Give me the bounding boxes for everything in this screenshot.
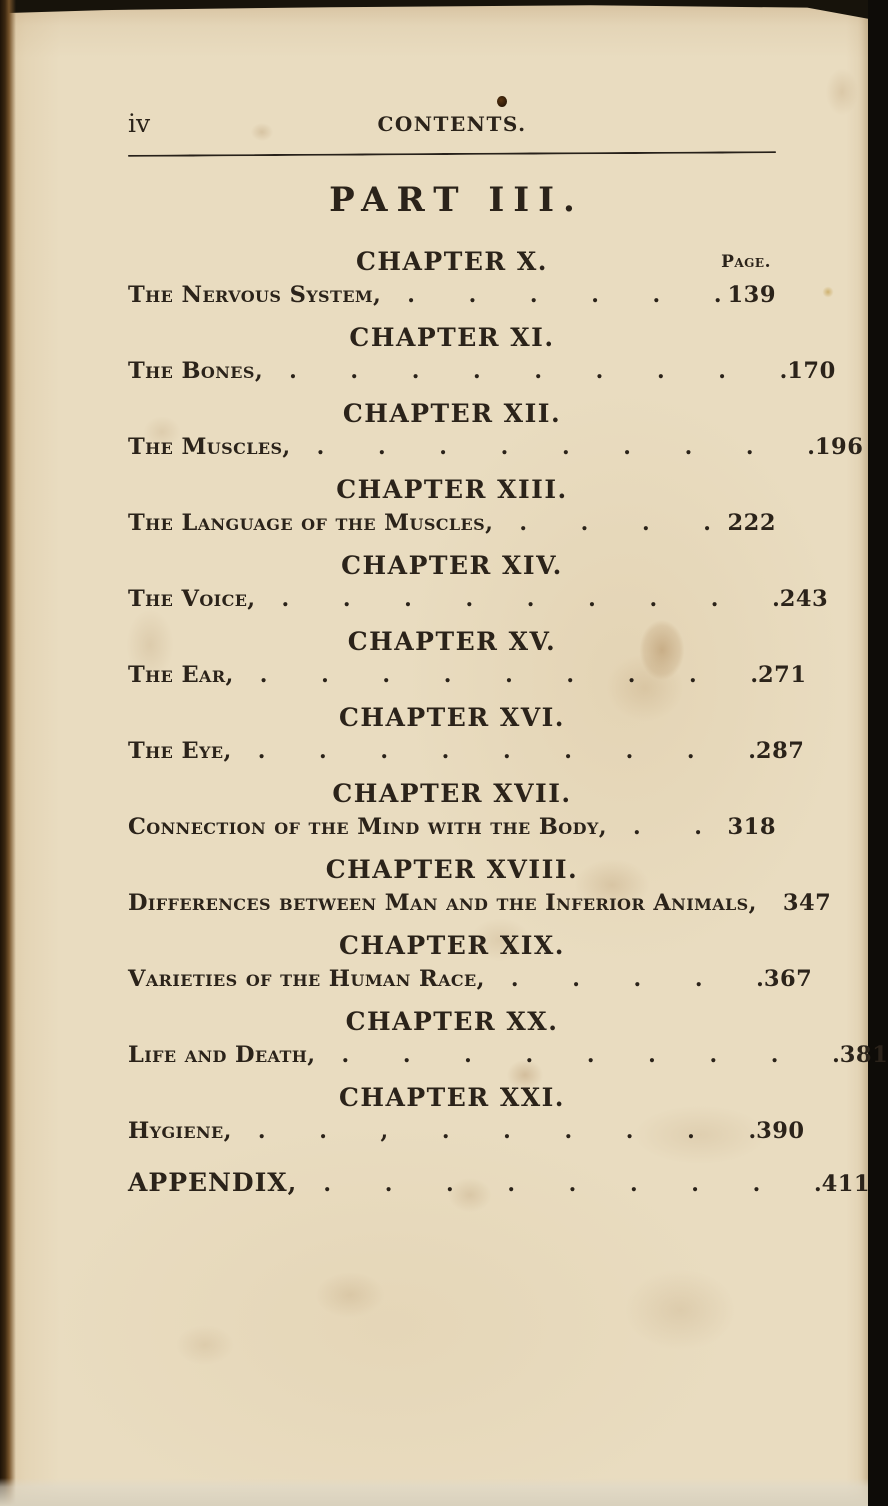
running-head: CONTENTS. (377, 112, 527, 136)
contents-page (128, 108, 888, 1199)
toc-entry (128, 1168, 871, 1199)
toc-entry (128, 1116, 805, 1146)
entry-page-number: 318 (727, 814, 776, 840)
entry-title: Connection of the Mind with the Body, (128, 814, 607, 840)
toc-entry (128, 280, 776, 310)
chapter-heading: CHAPTER XIX. (338, 931, 566, 960)
chapter-heading: CHAPTER XIV. (341, 551, 563, 580)
appendix-section (128, 1168, 871, 1199)
entry-page-number: 381 (839, 1042, 888, 1068)
toc-entry (128, 736, 805, 766)
chapter-heading: CHAPTER XVII. (332, 779, 572, 808)
entry-title: The Bones, (128, 358, 264, 384)
entry-title: Differences between Man and the Inferior Animals, (128, 890, 757, 916)
chapter-heading: CHAPTER XIII. (336, 475, 568, 504)
entry-title: The Eye, (128, 738, 232, 764)
entry-page-number: 196 (814, 434, 864, 460)
entry-title: APPENDIX, (128, 1168, 298, 1197)
page-column-label: Page. (721, 252, 771, 272)
toc-entry (128, 812, 776, 842)
toc-section (128, 779, 776, 842)
chapter-heading: CHAPTER XXI. (338, 1083, 566, 1112)
page-header (128, 108, 776, 140)
entry-title: Hygiene, (128, 1118, 232, 1144)
toc-section (128, 1083, 805, 1146)
leader-dots: . . . . (519, 510, 711, 536)
entry-page-number: 390 (756, 1118, 805, 1144)
toc-section (128, 399, 864, 462)
toc-entry (128, 356, 836, 386)
toc-section (128, 475, 776, 538)
toc-section (128, 1007, 888, 1070)
toc-section (128, 627, 807, 690)
entry-page-number: 411 (821, 1171, 871, 1197)
toc-entry (128, 432, 864, 462)
entry-title: The Muscles, (128, 434, 291, 460)
entry-page-number: 347 (782, 890, 832, 916)
leader-dots: . . . . . . . . . (341, 1042, 840, 1068)
chapter-heading: CHAPTER XVIII. (325, 855, 579, 884)
chapter-heading: CHAPTER XX. (345, 1007, 559, 1036)
chapter-heading: CHAPTER XV. (347, 627, 557, 656)
toc-entry (128, 508, 776, 538)
entry-title: The Voice, (128, 586, 256, 612)
chapter-heading: CHAPTER XII. (342, 399, 562, 428)
entry-title: The Language of the Muscles, (128, 510, 494, 536)
entry-page-number: 222 (727, 510, 776, 536)
toc-section (128, 247, 776, 310)
toc-entry (128, 584, 829, 614)
entry-page-number: 271 (758, 662, 807, 688)
leader-dots: . . . . . . . . . (259, 662, 759, 688)
chapter-heading (128, 247, 776, 277)
book-spine-edge (0, 0, 16, 1506)
entry-title: Varieties of the Human Race, (128, 966, 485, 992)
leader-dots: . . . . . . . . . (257, 738, 756, 764)
entry-page-number: 287 (755, 738, 805, 764)
leader-dots: . . . . . . . . . (289, 358, 788, 384)
toc-entry (128, 964, 813, 994)
toc-section (128, 931, 813, 994)
leader-dots: . . (632, 814, 702, 840)
leader-dots: . . . . . (510, 966, 764, 992)
ink-spot (497, 96, 507, 107)
header-rule (128, 151, 776, 157)
toc-entry (128, 660, 807, 690)
part-title: PART III. (329, 180, 584, 220)
entry-page-number: 367 (763, 966, 813, 992)
toc-entry (128, 1040, 888, 1070)
toc-section (128, 855, 832, 918)
page-number-folio: iv (128, 109, 151, 138)
toc-section (128, 551, 829, 614)
entry-page-number: 243 (779, 586, 829, 612)
leader-dots: . . , . . . . . . (257, 1118, 757, 1144)
entry-title: The Ear, (128, 662, 234, 688)
scan-edge-bottom (0, 1478, 868, 1506)
leader-dots: . . . . . . . . . (316, 434, 815, 460)
entry-title: Life and Death, (128, 1042, 316, 1068)
toc-section (128, 323, 836, 386)
entry-page-number: 170 (787, 358, 836, 384)
entry-title: The Nervous System, (128, 282, 382, 308)
toc-entry (128, 888, 832, 918)
toc-section (128, 703, 805, 766)
entry-page-number: 139 (727, 282, 776, 308)
chapter-heading: CHAPTER XVI. (338, 703, 566, 732)
leader-dots: . . . . . . . . . (323, 1171, 822, 1197)
leader-dots: . . . . . . (407, 282, 722, 308)
leader-dots: . . . . . . . . . (281, 586, 780, 612)
chapter-heading-text: CHAPTER X. (356, 247, 548, 276)
chapter-heading: CHAPTER XI. (349, 323, 555, 352)
